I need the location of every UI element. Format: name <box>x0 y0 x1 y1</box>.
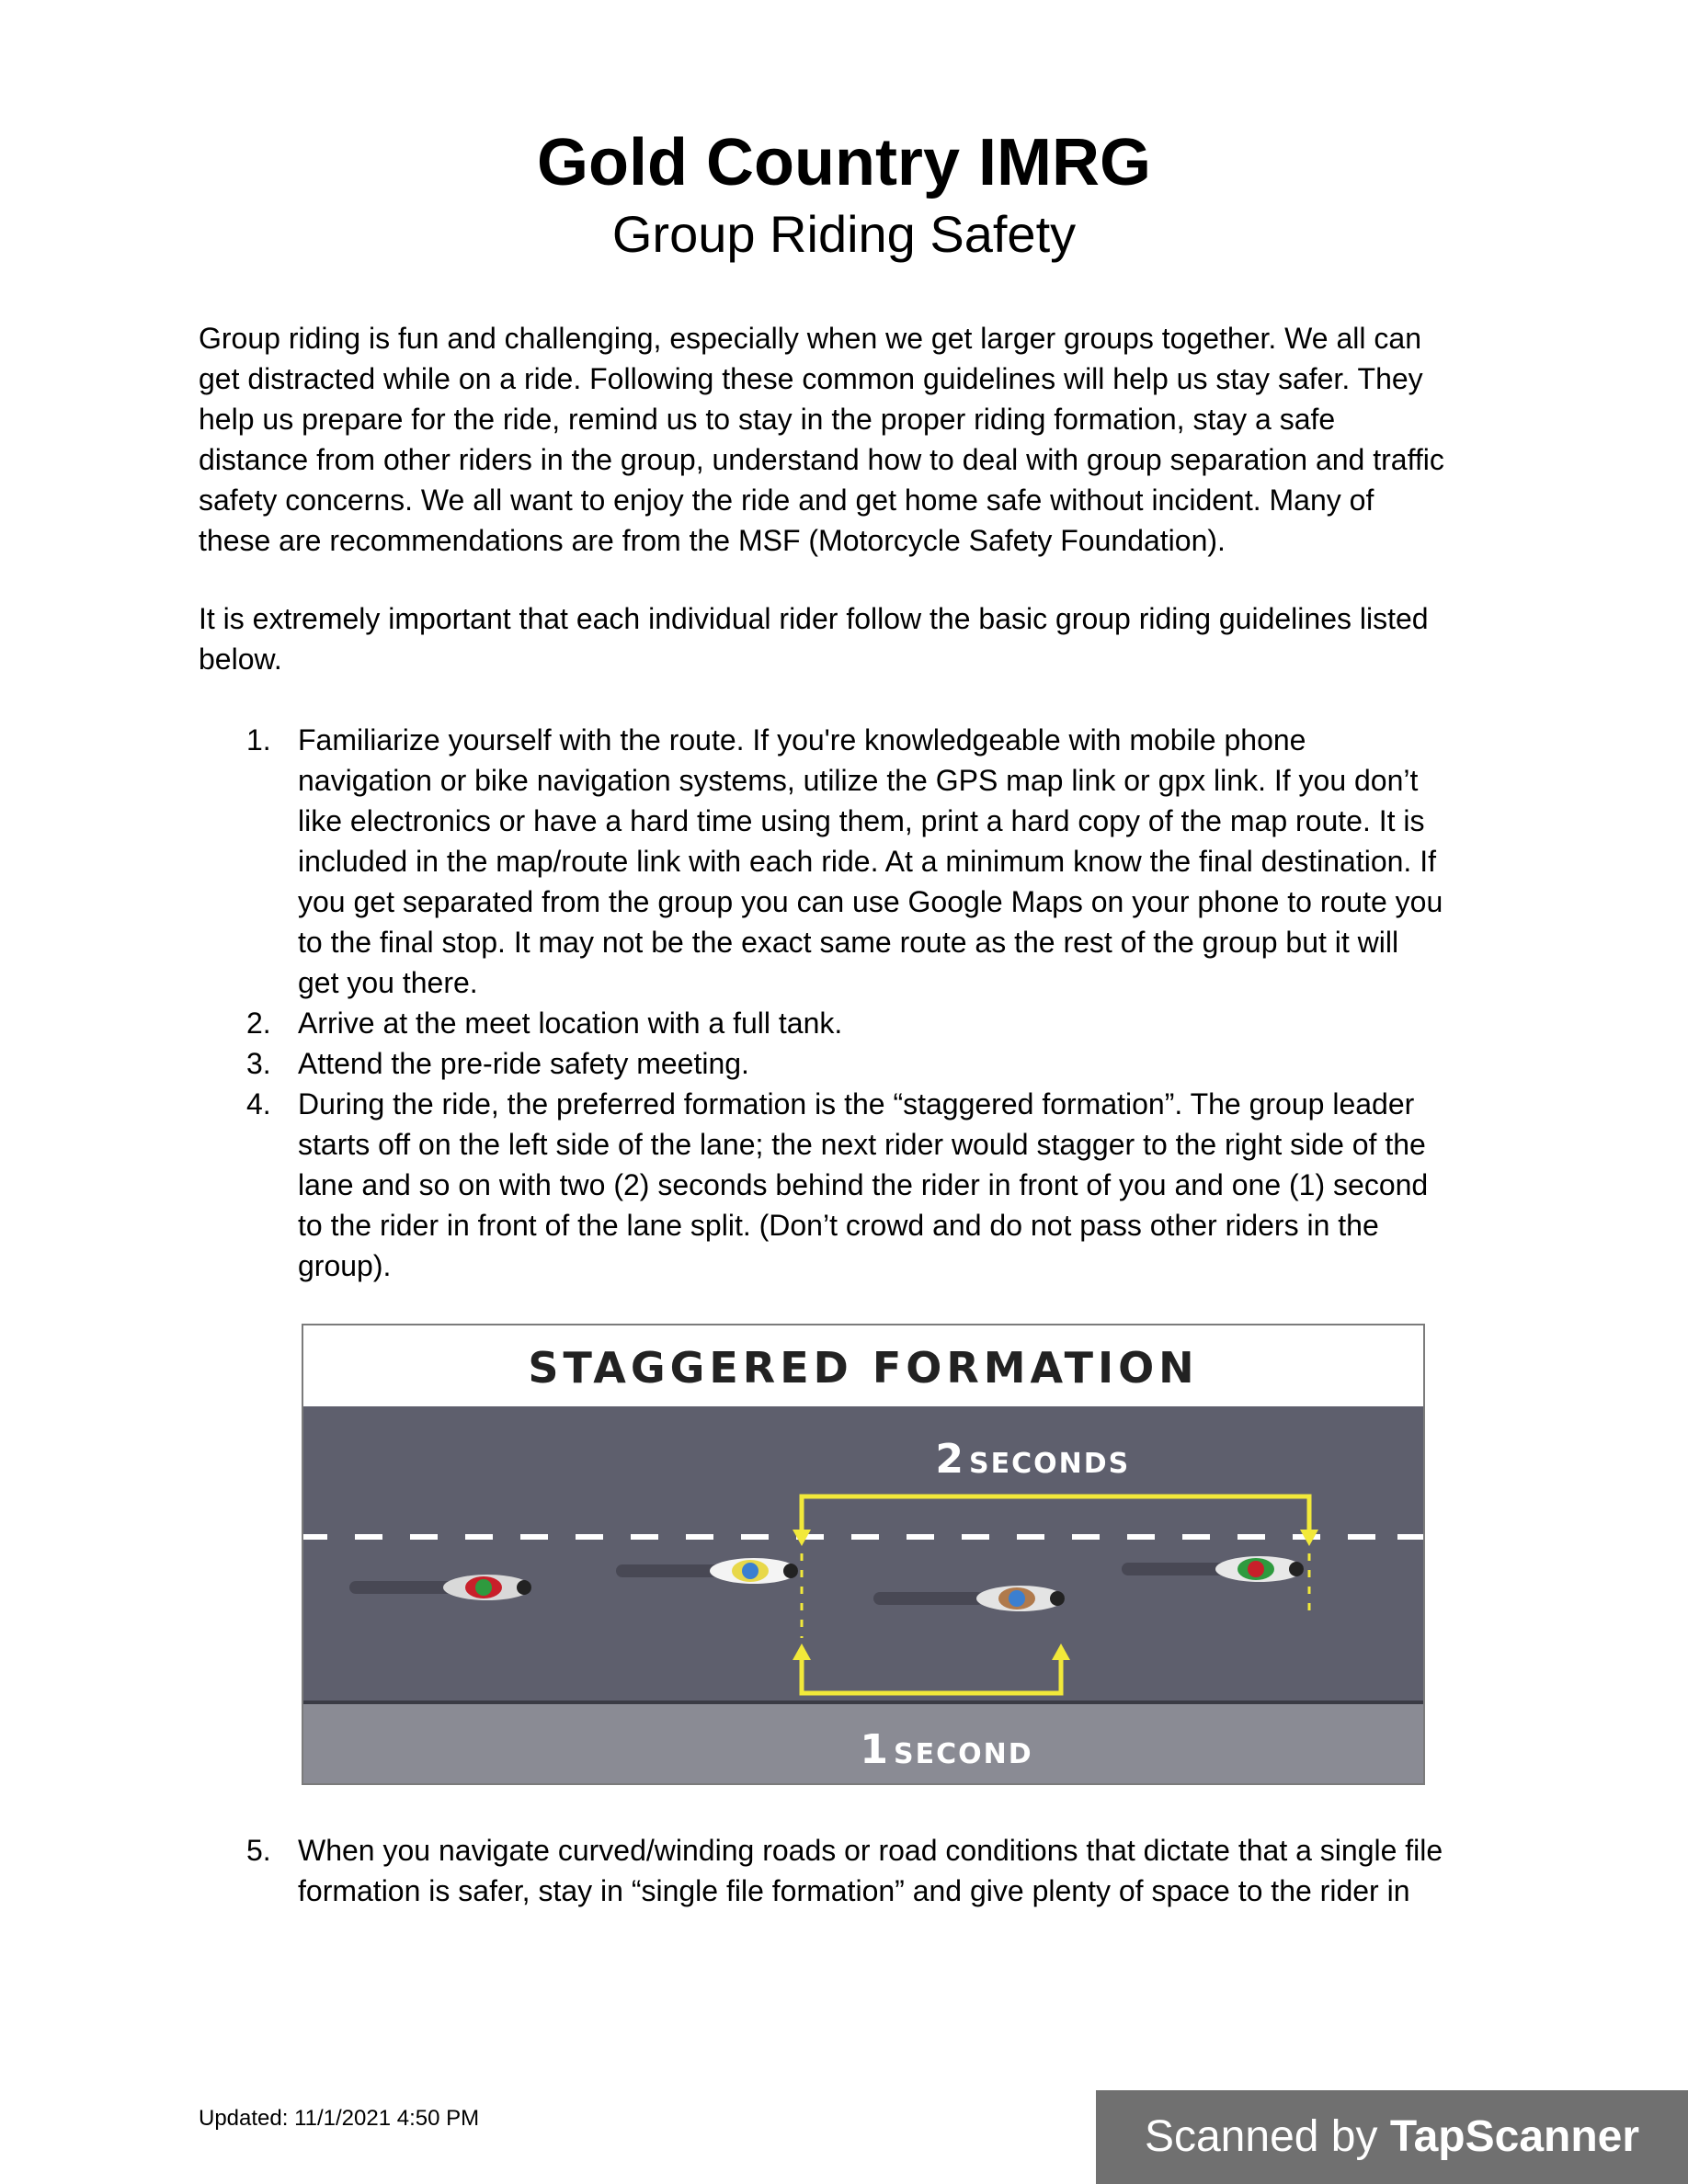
guideline-item-1 <box>199 720 1504 1003</box>
scanner-watermark <box>1096 2090 1688 2184</box>
motorcycle-green-icon <box>1122 1556 1304 1582</box>
two-seconds-bracket <box>802 1496 1309 1535</box>
important-line: below. <box>199 643 282 676</box>
guideline-number: 5. <box>246 1834 271 1867</box>
staggered-formation-figure <box>302 1324 1425 1785</box>
one-second-label: SECOND <box>894 1738 1033 1770</box>
guideline-item-2 <box>199 1003 1504 1043</box>
guideline-line: formation is safer, stay in “single file formation” and give plenty of space to the rider in <box>298 1874 1410 1907</box>
intro-line: safety concerns. We all want to enjoy the ride and get home safe without incident. Many of <box>199 483 1374 517</box>
guideline-line: When you navigate curved/winding roads or road conditions that dictate that a single file <box>298 1834 1443 1867</box>
guideline-item-4 <box>199 1084 1504 1286</box>
two-seconds-number: 2 <box>935 1436 964 1483</box>
document-subtitle: Group Riding Safety <box>611 205 1077 263</box>
intro-line: these are recommendations are from the MSF (Motorcycle Safety Foundation). <box>199 524 1226 557</box>
guideline-line: you get separated from the group you can use Google Maps on your phone to route you <box>298 885 1443 918</box>
intro-line: Group riding is fun and challenging, especially when we get larger groups together. We all can <box>199 322 1421 355</box>
document-title: Gold Country IMRG <box>537 126 1151 199</box>
guideline-line: lane and so on with two (2) seconds behind the rider in front of you and one (1) second <box>298 1168 1429 1201</box>
guideline-line: Attend the pre-ride safety meeting. <box>298 1047 749 1080</box>
one-second-bracket <box>802 1655 1061 1693</box>
intro-line: distance from other riders in the group, understand how to deal with group separation and traffic <box>199 443 1444 476</box>
lane-divider <box>303 1534 1423 1540</box>
figure-heading: STAGGERED FORMATION <box>303 1325 1423 1406</box>
guideline-line: included in the map/route link with each ride. At a minimum know the final destination. If <box>298 845 1436 878</box>
intro-line: get distracted while on a ride. Following these common guidelines will help us stay safer. They <box>199 362 1423 395</box>
formation-diagram <box>303 1325 1423 1783</box>
guideline-line: During the ride, the preferred formation is the “staggered formation”. The group leader <box>298 1087 1415 1120</box>
guideline-line: get you there. <box>298 966 478 999</box>
guideline-number: 1. <box>246 723 271 756</box>
guideline-number: 2. <box>246 1007 271 1040</box>
guideline-number: 3. <box>246 1047 271 1080</box>
guideline-number: 4. <box>246 1087 271 1120</box>
arrow-up-icon <box>793 1644 811 1660</box>
guideline-line: to the rider in front of the lane split. (Don’t crowd and do not pass other riders in the <box>298 1209 1379 1242</box>
motorcycle-yellow-icon <box>616 1558 798 1584</box>
one-second-number: 1 <box>860 1726 888 1773</box>
motorcycle-red-icon <box>349 1575 531 1600</box>
guideline-item-5 <box>199 1830 1504 1911</box>
updated-timestamp: Updated: 11/1/2021 4:50 PM <box>199 2106 480 2131</box>
intro-line: help us prepare for the ride, remind us to stay in the proper riding formation, stay a safe <box>199 403 1336 436</box>
motorcycle-blue-icon <box>873 1586 1065 1611</box>
watermark-brand: TapScanner <box>1389 2112 1640 2161</box>
important-paragraph <box>199 598 1504 679</box>
guideline-line: navigation or bike navigation systems, utilize the GPS map link or gpx link. If you don’t <box>298 764 1419 797</box>
important-line: It is extremely important that each individual rider follow the basic group riding guidelines listed <box>199 602 1429 635</box>
guideline-line: group). <box>298 1249 392 1282</box>
guideline-line: to the final stop. It may not be the exact same route as the rest of the group but it will <box>298 926 1399 959</box>
arrow-up-icon <box>1052 1644 1070 1660</box>
watermark-prefix: Scanned by <box>1144 2112 1390 2161</box>
guideline-line: like electronics or have a hard time using them, print a hard copy of the map route. It is <box>298 804 1425 837</box>
guidelines-list-continued <box>199 1830 1504 1911</box>
guideline-line: Familiarize yourself with the route. If you're knowledgeable with mobile phone <box>298 723 1306 756</box>
intro-paragraph <box>199 318 1504 561</box>
guideline-item-3 <box>199 1043 1504 1084</box>
two-seconds-label: SECONDS <box>969 1448 1131 1480</box>
guideline-line: Arrive at the meet location with a full tank. <box>298 1007 843 1040</box>
guidelines-list <box>199 720 1504 1286</box>
guideline-line: starts off on the left side of the lane; the next rider would stagger to the right side of the <box>298 1128 1426 1161</box>
